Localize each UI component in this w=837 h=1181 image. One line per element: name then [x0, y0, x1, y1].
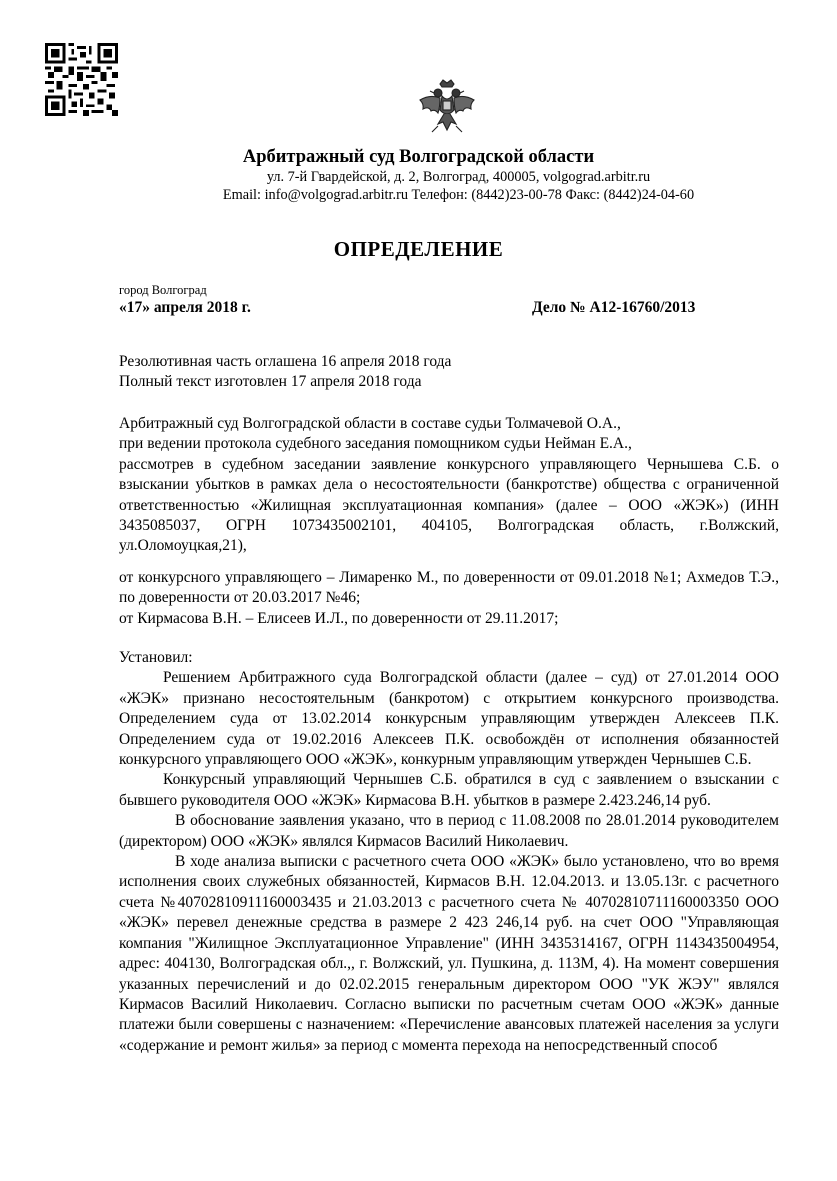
court-name: Арбитражный суд Волгоградской области: [242, 147, 595, 167]
court-address: ул. 7-й Гвардейской, д. 2, Волгоград, 400005, volgograd.arbitr.ru: [266, 169, 651, 185]
attendance-line: от Кирмасова В.Н. – Елисеев И.Л., по доверенности от 29.11.2017;: [119, 609, 559, 627]
document-date: «17» апреля 2018 г.: [119, 299, 251, 316]
case-number: Дело № А12-16760/2013: [532, 299, 696, 316]
document-title: ОПРЕДЕЛЕНИЕ: [333, 237, 504, 261]
intro-block: [119, 352, 779, 393]
composition-paragraph: рассмотрев в судебном заседании заявление конкурсного управляющего Чернышева С.Б. о взыскании убытков в рамках дела о несостоятельности (банкротстве) общества с ограниченной ответственностью «Жилищная эксплуатационная компания» (далее – ООО «ЖЭК») (ИНН 3435085037, ОГРН 1073435002101, 404105, Волгоградская область, г.Волжский, ул.Оломоуцкая,21),: [119, 455, 779, 555]
attendance-block: [119, 568, 779, 629]
attendance-paragraph: от конкурсного управляющего – Лимаренко М., по доверенности от 09.01.2018 №1; Ахмедов Т.Э., по доверенности от 20.03.2017 №46;: [119, 569, 779, 607]
composition-block: [119, 414, 779, 557]
established-paragraph: В обоснование заявления указано, что в период с 11.08.2008 по 28.01.2014 руководителем (директором) ООО «ЖЭК» являлся Кирмасов Василий Николаевич.: [119, 812, 779, 850]
full-text-date-line: Полный текст изготовлен 17 апреля 2018 года: [119, 373, 422, 391]
composition-judge-line: Арбитражный суд Волгоградской области в составе судьи Толмачевой О.А.,: [119, 415, 621, 432]
established-paragraph: Конкурсный управляющий Чернышев С.Б. обратился в суд с заявлением о взыскании с бывшего руководителя ООО «ЖЭК» Кирмасова В.Н. убытков в размере 2.423.246,14 руб.: [119, 771, 779, 809]
document-city: город Волгоград: [119, 283, 207, 297]
court-contacts: Email: info@volgograd.arbitr.ru Телефон: (8442)23-00-78 Факс: (8442)24-04-60: [222, 187, 695, 203]
composition-secretary-line: при ведении протокола судебного заседания помощником судьи Нейман Е.А.,: [119, 435, 632, 453]
coat-of-arms-icon: [416, 76, 478, 138]
established-paragraph: В ходе анализа выписки с расчетного счета ООО «ЖЭК» было установлено, что во время исполнения своих служебных обязанностей, Кирмасов В.Н. 12.04.2013. и 13.05.13г. с расчетного счета №40702810911160003435 и 21.03.2013 с расчетного счета № 40702810711160003350 ООО «ЖЭК» перевел денежные средства в размере 2 423 246,14 руб. на счет ООО "Управляющая компания "Жилищное Эксплуатационное Управление" (ИНН 3435314167, ОГРН 1143435004954, адрес: 404130, Волгоградская обл.,, г. Волжский, ул. Пушкина, д. 113М, 4). На момент совершения указанных перечислений и до 02.02.2015 генеральным директором ООО "УК ЖЭУ" являлся Кирмасов Василий Николаевич. Согласно выписки по расчетным счетам ООО «ЖЭК» данные платежи были совершены с назначением: «Перечисление авансовых платежей населения за услуги «содержание и ремонт жилья» за период с момента перехода на непосредственный способ: [119, 853, 779, 1054]
qr-code: [45, 43, 118, 116]
established-label: Установил:: [119, 649, 193, 666]
resolution-date-line: Резолютивная часть оглашена 16 апреля 2018 года: [119, 353, 452, 370]
established-block: [119, 648, 779, 1056]
established-paragraph: Решением Арбитражного суда Волгоградской области (далее – суд) от 27.01.2014 ООО «ЖЭК» признано несостоятельным (банкротом) с открытием конкурсного производства. Определением суда от 13.02.2014 конкурсным управляющим утвержден Алексеев П.К. Определением суда от 19.02.2016 Алексеев П.К. освобождён от исполнения обязанностей конкурсного управляющего ООО «ЖЭК», конкурным управляющим утвержден Чернышев С.Б.: [119, 669, 779, 769]
